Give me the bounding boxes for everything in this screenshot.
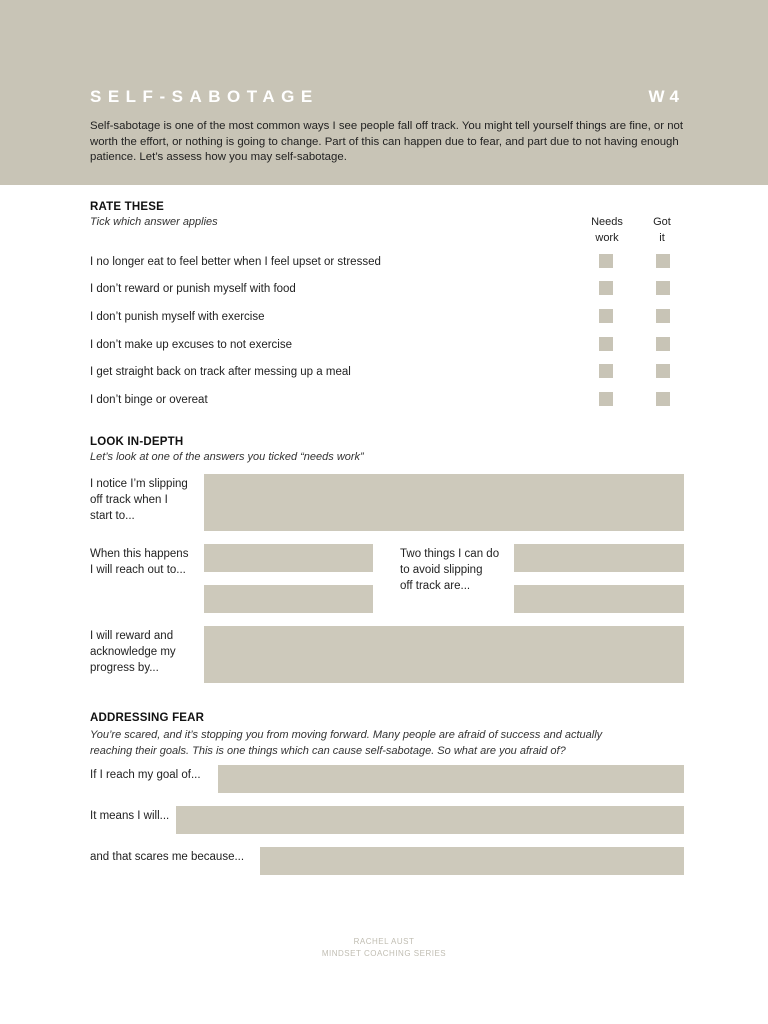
avoid-slipping-label: Two things I can do to avoid slipping off track are... <box>400 548 500 592</box>
week-label: W4 <box>648 87 684 106</box>
rate-item-label: I don’t binge or overeat <box>90 394 208 406</box>
fear-section-title: ADDRESSING FEAR <box>90 712 205 724</box>
reach-out-field-2[interactable] <box>204 585 373 613</box>
needs-work-checkbox[interactable] <box>599 254 613 268</box>
notice-label: I notice I’m slipping off track when I start to... <box>90 478 188 522</box>
rate-item-label: I don’t reward or punish myself with food <box>90 283 296 295</box>
got-it-checkbox[interactable] <box>656 254 670 268</box>
notice-slipping-field[interactable] <box>204 474 684 531</box>
needs-work-checkbox[interactable] <box>599 364 613 378</box>
means-label: It means I will... <box>90 810 170 822</box>
needs-work-checkbox[interactable] <box>599 281 613 295</box>
rate-item-label: I no longer eat to feel better when I feel upset or stressed <box>90 256 381 268</box>
rate-row <box>90 337 690 357</box>
column-header-got-it: Got it <box>653 216 671 244</box>
fear-section-subtitle: You’re scared, and it’s stopping you from moving forward. Many people are afraid of success and actually reaching their goals. This is one things which can cause self-sabotage. So what are you afraid of? <box>90 729 603 757</box>
depth-section-subtitle: Let’s look at one of the answers you ticked “needs work” <box>90 451 364 463</box>
needs-work-checkbox[interactable] <box>599 392 613 406</box>
got-it-checkbox[interactable] <box>656 281 670 295</box>
depth-section-title: LOOK IN-DEPTH <box>90 436 184 448</box>
rate-row <box>90 309 690 329</box>
goal-field[interactable] <box>218 765 684 793</box>
got-it-checkbox[interactable] <box>656 364 670 378</box>
rate-section-title: RATE THESE <box>90 201 164 213</box>
intro-text: Self-sabotage is one of the most common ways I see people fall off track. You might tell yourself things are fine, or not worth the effort, or nothing is going to change. Part of this can happen due to fear, and part due to not having enough patience. Let’s assess how you may self-sabotage. <box>90 120 684 163</box>
column-header-needs-work: Needs work <box>591 216 623 244</box>
avoid-slipping-field-2[interactable] <box>514 585 684 613</box>
reward-label: I will reward and acknowledge my progress by... <box>90 630 176 674</box>
means-field[interactable] <box>176 806 684 834</box>
reach-out-field-1[interactable] <box>204 544 373 572</box>
rate-item-label: I don’t punish myself with exercise <box>90 311 265 323</box>
rate-row <box>90 392 690 412</box>
rate-item-label: I get straight back on track after messing up a meal <box>90 366 351 378</box>
goal-label: If I reach my goal of... <box>90 769 201 781</box>
rate-row <box>90 281 690 301</box>
scares-field[interactable] <box>260 847 684 875</box>
footer-series: MINDSET COACHING SERIES <box>321 949 447 958</box>
footer-author: RACHEL AUST <box>353 937 415 946</box>
needs-work-checkbox[interactable] <box>599 309 613 323</box>
needs-work-checkbox[interactable] <box>599 337 613 351</box>
avoid-slipping-field-1[interactable] <box>514 544 684 572</box>
got-it-checkbox[interactable] <box>656 309 670 323</box>
got-it-checkbox[interactable] <box>656 337 670 351</box>
rate-section-subtitle: Tick which answer applies <box>90 216 218 228</box>
header-banner <box>0 0 768 185</box>
got-it-checkbox[interactable] <box>656 392 670 406</box>
rate-row <box>90 254 690 274</box>
reach-out-label: When this happens I will reach out to... <box>90 548 189 576</box>
rate-item-label: I don’t make up excuses to not exercise <box>90 339 292 351</box>
page-title: SELF-SABOTAGE <box>90 87 319 106</box>
reward-progress-field[interactable] <box>204 626 684 683</box>
rate-row <box>90 364 690 384</box>
scares-label: and that scares me because... <box>90 851 245 863</box>
